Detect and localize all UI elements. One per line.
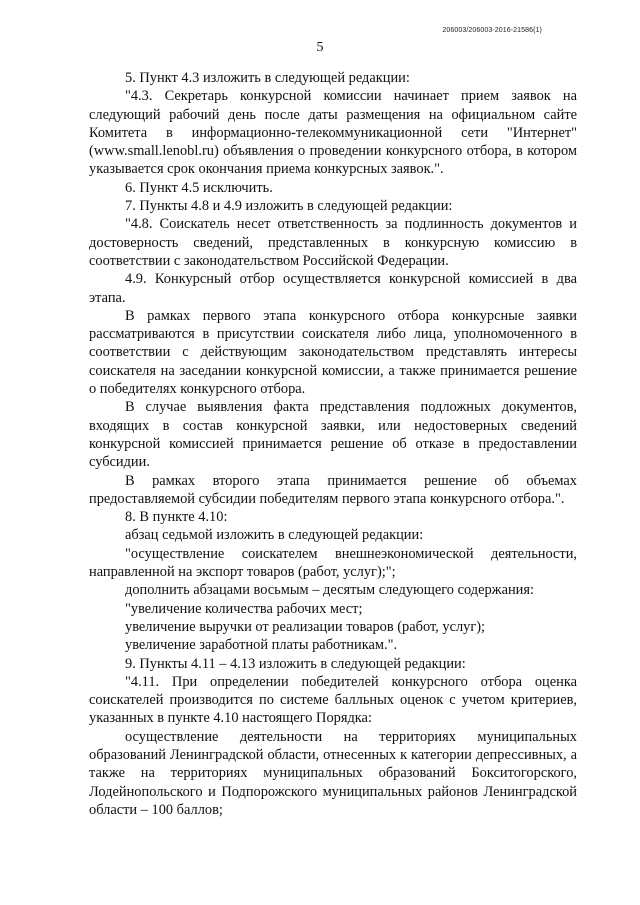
paragraph-false-documents: В случае выявления факта представления подложных документов, входящих в состав конкурсной заявки, или недостоверных сведений конкурсной комиссией принимается решение об отказе в предоставлении субсидии.: [89, 399, 577, 471]
page-number: 5: [316, 40, 324, 55]
paragraph-item-5: 5. Пункт 4.3 изложить в следующей редакции:: [125, 70, 410, 86]
paragraph-quote-4-8: "4.8. Соискатель несет ответственность за подлинность документов и достоверность сведений, представленных в конкурсную комиссию в соответствии с законодательством Российской Федерации.: [89, 216, 577, 269]
paragraph-second-stage: В рамках второго этапа принимается решение об объемах предоставляемой субсидии победителям первого этапа конкурсного отбора.".: [89, 472, 577, 507]
document-id: 206003/206003-2016-21586(1): [442, 27, 542, 34]
paragraph-item-6: 6. Пункт 4.5 исключить.: [125, 179, 273, 196]
paragraph-salary-increase: увеличение заработной платы работникам.".: [125, 637, 398, 654]
paragraph-add-abzacs: дополнить абзацами восьмым – десятым следующего содержания:: [125, 582, 535, 599]
paragraph-item-9: 9. Пункты 4.11 – 4.13 изложить в следующей редакции:: [125, 655, 466, 672]
paragraph-export-activity: "осуществление соискателем внешнеэкономической деятельности, направленной на экспорт товаров (работ, услуг);";: [89, 545, 577, 581]
paragraph-jobs-increase: "увеличение количества рабочих мест;: [125, 600, 363, 617]
paragraph-item-8: 8. В пункте 4.10:: [125, 509, 228, 526]
paragraph-revenue-increase: увеличение выручки от реализации товаров (работ, услуг);: [125, 618, 486, 635]
paragraph-seventh-abzac: абзац седьмой изложить в следующей редакции:: [125, 527, 424, 544]
paragraph-first-stage: В рамках первого этапа конкурсного отбора конкурсные заявки рассматриваются в присутствии соискателя либо лица, уполномоченного в соответствии с действующим законодательством представлять интересы соискателя на заседании конкурсной комиссии, а также принимается решение о победителях конкурсного отбора.: [89, 307, 577, 398]
paragraph-depressed-territories: осуществление деятельности на территориях муниципальных образований Ленинградской области, отнесенных к категории депрессивных, а также на территориях муниципальных образований Бокситогорского, Лодейнопольского и Подпорожского муниципальных районов Ленинградской области – 100 баллов;: [89, 728, 577, 818]
paragraph-quote-4-11: "4.11. При определении победителей конкурсного отбора оценка соискателей производится по системе балльных оценок с учетом критериев, указанных в пункте 4.10 настоящего Порядка:: [89, 673, 577, 727]
paragraph-item-7: 7. Пункты 4.8 и 4.9 изложить в следующей редакции:: [125, 198, 453, 215]
document-body: [89, 69, 577, 819]
paragraph-4-9: 4.9. Конкурсный отбор осуществляется конкурсной комиссией в два этапа.: [89, 271, 577, 306]
paragraph-quote-4-3: "4.3. Секретарь конкурсной комиссии начинает прием заявок на следующий рабочий день после даты размещения на официальном сайте Комитета в информационно-телекоммуникационной сети "Интернет" (www.small.lenobl.ru) объявления о проведении конкурсного отбора, в котором указывается срок окончания приема конкурсных заявок.".: [89, 88, 577, 178]
